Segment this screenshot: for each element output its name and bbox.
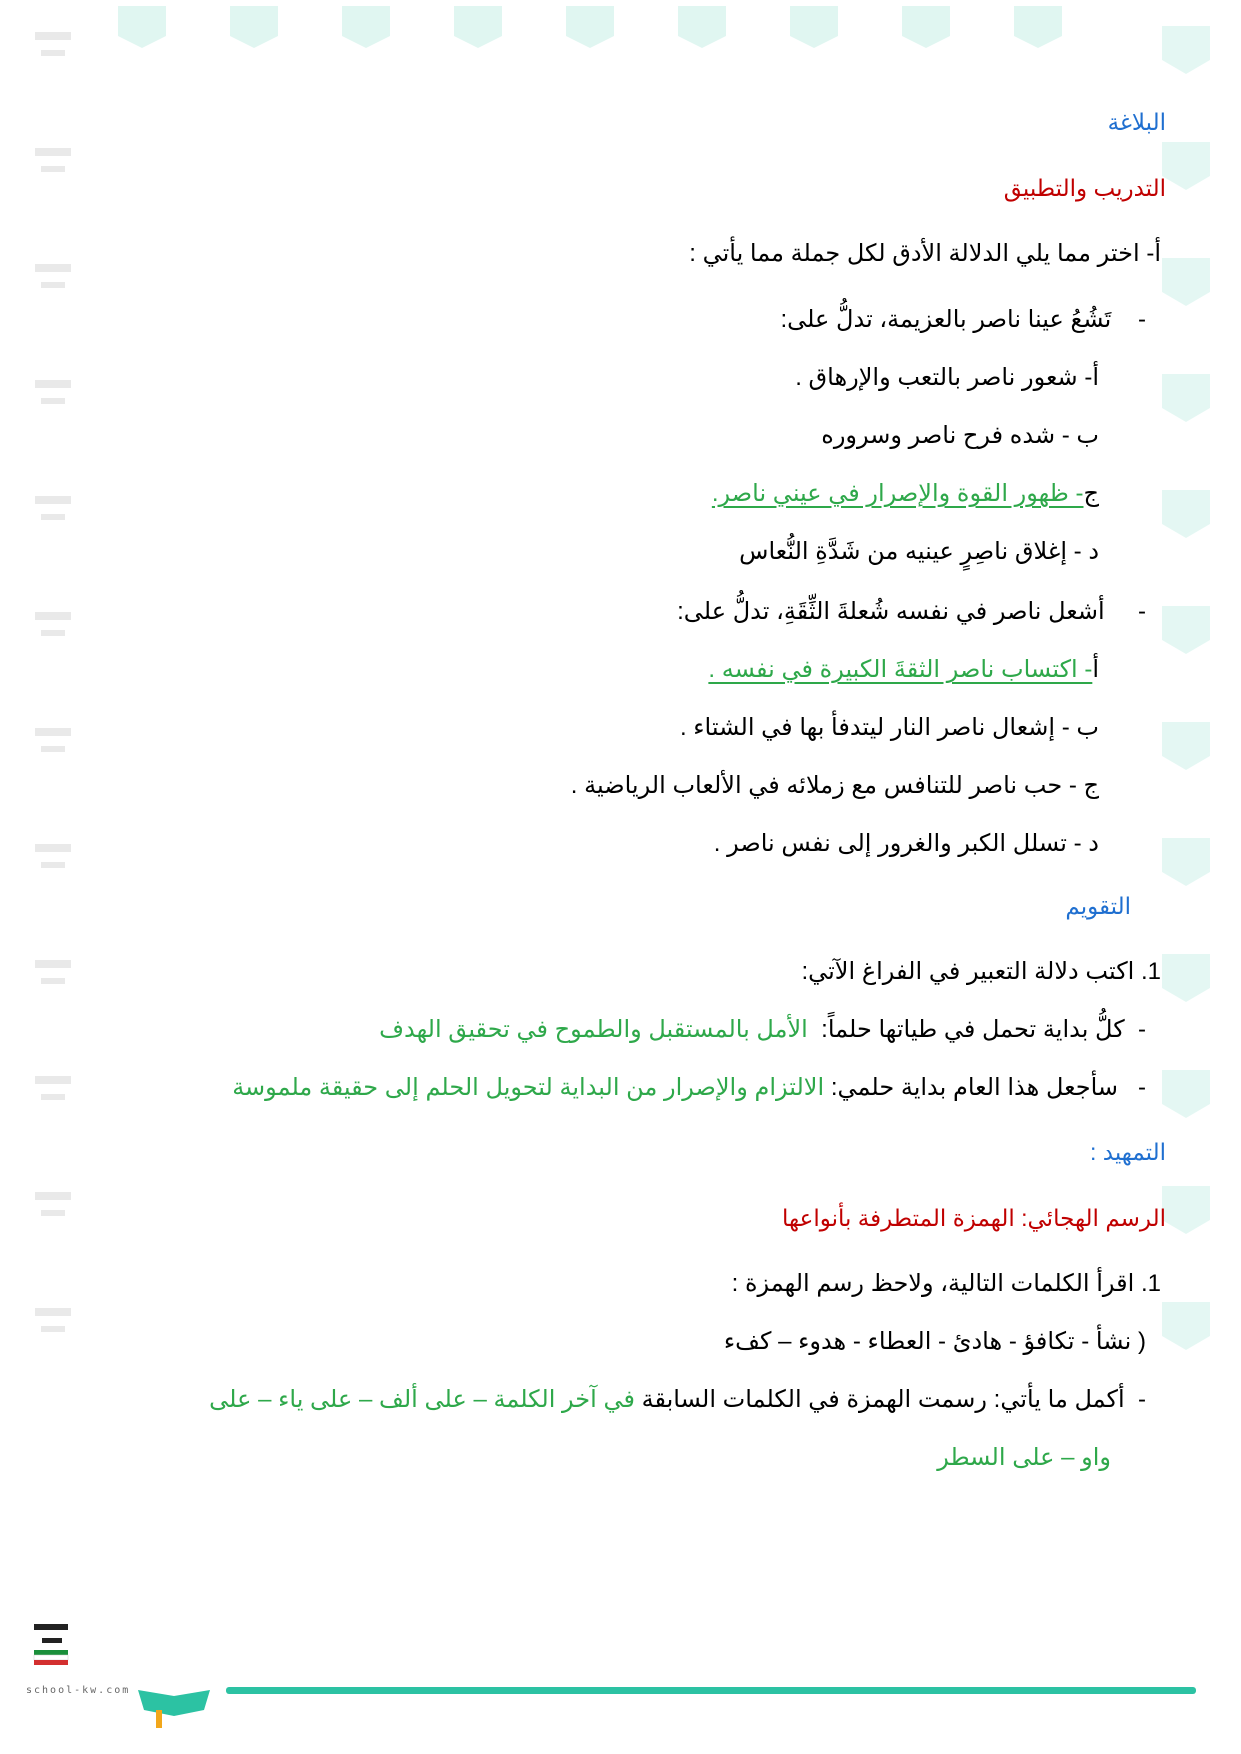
watermark-logo-icon — [558, 0, 622, 52]
watermark-logo-icon — [25, 832, 85, 892]
section-title: البلاغة — [1107, 109, 1166, 135]
item1-option-c-answer: - ظهور القوة والإصرار في عيني ناصر. — [711, 480, 1084, 507]
watermark-logo-icon — [670, 0, 734, 52]
watermark-logo-icon — [25, 136, 85, 196]
watermark-logo-icon — [782, 0, 846, 52]
item1-option-c — [712, 478, 1099, 510]
item1-stem-text: تَشُعُ عينا ناصر بالعزيمة، تدلُّ على: — [780, 306, 1112, 333]
question-a: أ- اختر مما يلي الدلالة الأدق لكل جملة مما يأتي : — [689, 240, 1161, 267]
watermark-logo-icon — [1156, 600, 1216, 660]
watermark-top-row — [0, 0, 1241, 58]
eval-item1-text: كلُّ بداية تحمل في طياتها حلماً: — [821, 1016, 1125, 1043]
watermark-logo-icon — [25, 20, 85, 80]
item2-option-d: د - تسلل الكبر والغرور إلى نفس ناصر . — [713, 830, 1099, 857]
spelling-complete — [209, 1384, 1146, 1416]
eval-item1-dash: - — [1138, 1016, 1146, 1043]
item2-option-a — [708, 654, 1099, 686]
watermark-logo-icon — [25, 1180, 85, 1240]
eval-item2-text: سأجعل هذا العام بداية حلمي: — [830, 1074, 1118, 1101]
watermark-logo-icon — [446, 0, 510, 52]
item2-option-b: ب - إشعال ناصر النار ليتدفأ بها في الشتاء . — [679, 714, 1099, 741]
item2-option-a-prefix: أ — [1092, 656, 1099, 683]
item2-option-a-answer: - اكتساب ناصر الثقةَ الكبيرة في نفسه . — [708, 656, 1093, 683]
watermark-logo-icon — [25, 252, 85, 312]
watermark-right-column — [1151, 0, 1221, 1500]
item1-option-c-prefix: ج — [1083, 480, 1099, 507]
watermark-logo-icon — [1156, 948, 1216, 1008]
spell-complete-text: أكمل ما يأتي: رسمت الهمزة في الكلمات السابقة — [641, 1386, 1125, 1413]
evaluation-title: التقويم — [1065, 893, 1131, 919]
evaluation-question-1: 1. اكتب دلالة التعبير في الفراغ الآتي: — [801, 958, 1161, 985]
watermark-logo-icon — [1156, 1064, 1216, 1124]
watermark-logo-icon — [110, 0, 174, 52]
evaluation-item-1 — [379, 1014, 1146, 1046]
footer-site-url: school-kw.com — [26, 1685, 131, 1696]
watermark-logo-icon — [894, 0, 958, 52]
watermark-logo-icon — [1156, 252, 1216, 312]
watermark-logo-icon — [1156, 832, 1216, 892]
watermark-logo-icon — [25, 484, 85, 544]
watermark-logo-icon — [25, 1296, 85, 1356]
spell-complete-answer-1: في آخر الكلمة – على ألف – على ياء – على — [209, 1386, 635, 1413]
item2-stem — [677, 596, 1146, 628]
watermark-logo-icon — [1156, 716, 1216, 776]
item1-dash: - — [1138, 306, 1146, 333]
spell-complete-dash: - — [1138, 1386, 1146, 1413]
site-logo-icon — [24, 1616, 124, 1676]
spelling-title: الرسم الهجائي: الهمزة المتطرفة بأنواعها — [781, 1205, 1166, 1231]
intro-title: التمهيد : — [1089, 1139, 1166, 1165]
spelling-complete-answer-2: واو – على السطر — [937, 1444, 1111, 1471]
eval-item2-dash: - — [1138, 1074, 1146, 1101]
item2-option-c: ج - حب ناصر للتنافس مع زملائه في الألعاب الرياضية . — [570, 772, 1099, 799]
watermark-logo-icon — [25, 368, 85, 428]
watermark-logo-icon — [1156, 368, 1216, 428]
watermark-left-column — [20, 0, 90, 1500]
watermark-logo-icon — [25, 600, 85, 660]
item2-dash: - — [1138, 598, 1146, 625]
item1-option-b: ب - شده فرح ناصر وسروره — [821, 422, 1099, 449]
practice-title: التدريب والتطبيق — [1003, 175, 1166, 201]
watermark-logo-icon — [334, 0, 398, 52]
item1-option-a: أ- شعور ناصر بالتعب والإرهاق . — [795, 364, 1099, 391]
watermark-logo-icon — [1006, 0, 1070, 52]
watermark-logo-icon — [1156, 484, 1216, 544]
watermark-logo-icon — [25, 716, 85, 776]
watermark-logo-icon — [222, 0, 286, 52]
watermark-logo-icon — [1156, 1296, 1216, 1356]
item2-stem-text: أشعل ناصر في نفسه شُعلةَ الثِّقَةِ، تدلُّ على: — [677, 598, 1105, 625]
watermark-logo-icon — [25, 948, 85, 1008]
eval-item1-answer: الأمل بالمستقبل والطموح في تحقيق الهدف — [379, 1016, 808, 1043]
spelling-words: ( نشأ - تكافؤ - هادئ - العطاء - هدوء – كفء — [723, 1328, 1146, 1355]
spelling-question-1: 1. اقرأ الكلمات التالية، ولاحظ رسم الهمزة : — [731, 1270, 1161, 1297]
item1-option-d: د - إغلاق ناصِرٍ عينيه من شَدَّةِ النُّعاس — [739, 538, 1099, 565]
footer-divider-bar — [226, 1687, 1196, 1694]
eval-item2-answer: الالتزام والإصرار من البداية لتحويل الحلم إلى حقيقة ملموسة — [232, 1074, 825, 1101]
watermark-logo-icon — [1156, 20, 1216, 80]
item1-stem — [780, 304, 1146, 336]
watermark-logo-icon — [25, 1064, 85, 1124]
evaluation-item-2 — [232, 1072, 1146, 1104]
book-icon — [134, 1680, 214, 1728]
